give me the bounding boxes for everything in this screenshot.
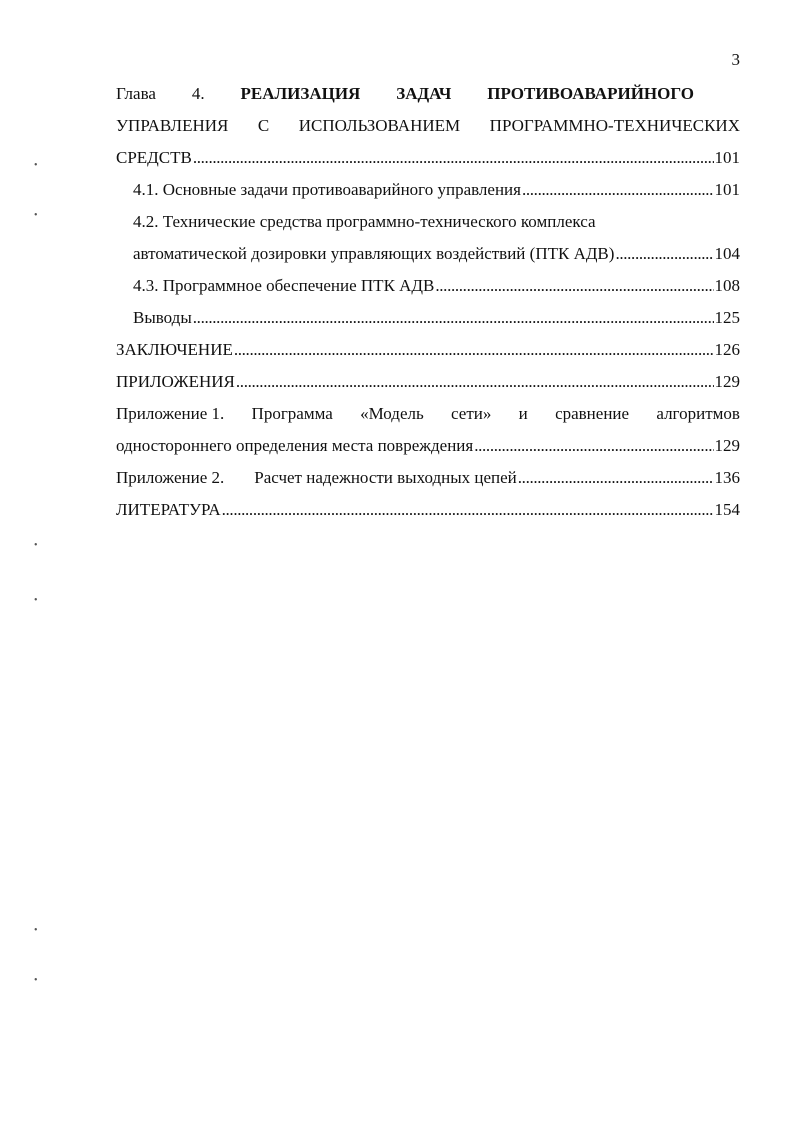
scan-speck: •	[34, 975, 38, 986]
toc-leader-dots	[518, 462, 714, 494]
toc-leader-dots	[236, 366, 714, 398]
toc-entry-text: СРЕДСТВ	[116, 148, 192, 167]
page-number: 3	[731, 50, 740, 69]
toc-appendix1-word: Программа	[251, 404, 333, 423]
toc-chapter4-word: ПРОГРАММНО-ТЕХНИЧЕСКИХ	[489, 116, 740, 135]
toc-appendix1-line1	[116, 398, 740, 430]
scan-speck: •	[34, 160, 38, 171]
toc-entry-text: Выводы	[133, 308, 192, 327]
toc-entry-page: 108	[714, 276, 740, 295]
toc-chapter4-word: ИСПОЛЬЗОВАНИЕМ	[298, 116, 461, 135]
toc-entry-appendices[interactable]	[116, 366, 740, 398]
toc-entry-text: ПРИЛОЖЕНИЯ	[116, 372, 235, 391]
toc-appendix1-word: сравнение	[555, 404, 630, 423]
toc-entry-text: 4.2. Технические средства программно-технического комплекса	[133, 212, 596, 231]
scan-speck: •	[34, 210, 38, 221]
toc-entry-text: одностороннего определения места повреждения	[116, 436, 474, 455]
toc-chapter4-word: РЕАЛИЗАЦИЯ	[240, 84, 361, 103]
toc-entry-text: 4.3. Программное обеспечение ПТК АДВ	[133, 276, 435, 295]
scan-speck: •	[34, 925, 38, 936]
toc-leader-dots	[615, 238, 713, 270]
toc-entry-appendix-2[interactable]	[116, 462, 740, 494]
toc-chapter4-word: С	[257, 116, 270, 135]
toc-entry-literature[interactable]	[116, 494, 740, 526]
toc-leader-dots	[193, 142, 714, 174]
toc-leader-dots	[474, 430, 713, 462]
toc-chapter4-word: УПРАВЛЕНИЯ	[116, 116, 229, 135]
toc-entry-text: 4.1. Основные задачи противоаварийного управления	[133, 180, 521, 199]
toc-entry-text: ЗАКЛЮЧЕНИЕ	[116, 340, 233, 359]
toc-entry-page: 101	[714, 180, 740, 199]
toc-entry-page: 129	[714, 436, 740, 455]
toc-appendix1-word: и	[518, 404, 528, 423]
toc-appendix1-word: Приложение 1.	[116, 404, 225, 423]
scan-speck: •	[34, 540, 38, 551]
toc-entry-page: 101	[714, 148, 740, 167]
toc-chapter4-line2	[116, 110, 740, 142]
table-of-contents	[116, 78, 740, 526]
toc-chapter4-word: ЗАДАЧ	[396, 84, 452, 103]
toc-chapter4-line1	[116, 78, 740, 110]
toc-appendix1-word: сети»	[451, 404, 492, 423]
toc-entry-text: Расчет надежности выходных цепей	[254, 468, 517, 487]
toc-leader-dots	[522, 174, 714, 206]
toc-entry-page: 129	[714, 372, 740, 391]
toc-entry-conclusions[interactable]	[116, 302, 740, 334]
toc-entry-text: ЛИТЕРАТУРА	[116, 500, 221, 519]
toc-entry-page: 136	[714, 468, 740, 487]
toc-entry-page: 154	[714, 500, 740, 519]
toc-appendix1-word: «Модель	[360, 404, 424, 423]
toc-leader-dots	[435, 270, 713, 302]
scan-speck: •	[34, 595, 38, 606]
toc-entry-label: Приложение 2.	[116, 468, 225, 487]
toc-chapter4-word: ПРОТИВОАВАРИЙНОГО	[487, 84, 694, 103]
toc-entry-4-2-line1	[116, 206, 740, 238]
toc-entry-4-2[interactable]	[116, 238, 740, 270]
toc-leader-dots	[193, 302, 714, 334]
toc-appendix1-word: алгоритмов	[656, 404, 740, 423]
toc-entry-text: автоматической дозировки управляющих воздействий (ПТК АДВ)	[133, 244, 615, 263]
toc-chapter4-word: Глава	[116, 84, 156, 103]
toc-entry-appendix-1[interactable]	[116, 430, 740, 462]
toc-entry-4-1[interactable]	[116, 174, 740, 206]
toc-entry-page: 126	[714, 340, 740, 359]
toc-entry-chapter4[interactable]	[116, 142, 740, 174]
toc-chapter4-word: 4.	[191, 84, 205, 103]
toc-leader-dots	[222, 494, 714, 526]
toc-entry-page: 104	[714, 244, 740, 263]
toc-leader-dots	[234, 334, 714, 366]
toc-entry-4-3[interactable]	[116, 270, 740, 302]
toc-entry-conclusion[interactable]	[116, 334, 740, 366]
toc-entry-page: 125	[714, 308, 740, 327]
